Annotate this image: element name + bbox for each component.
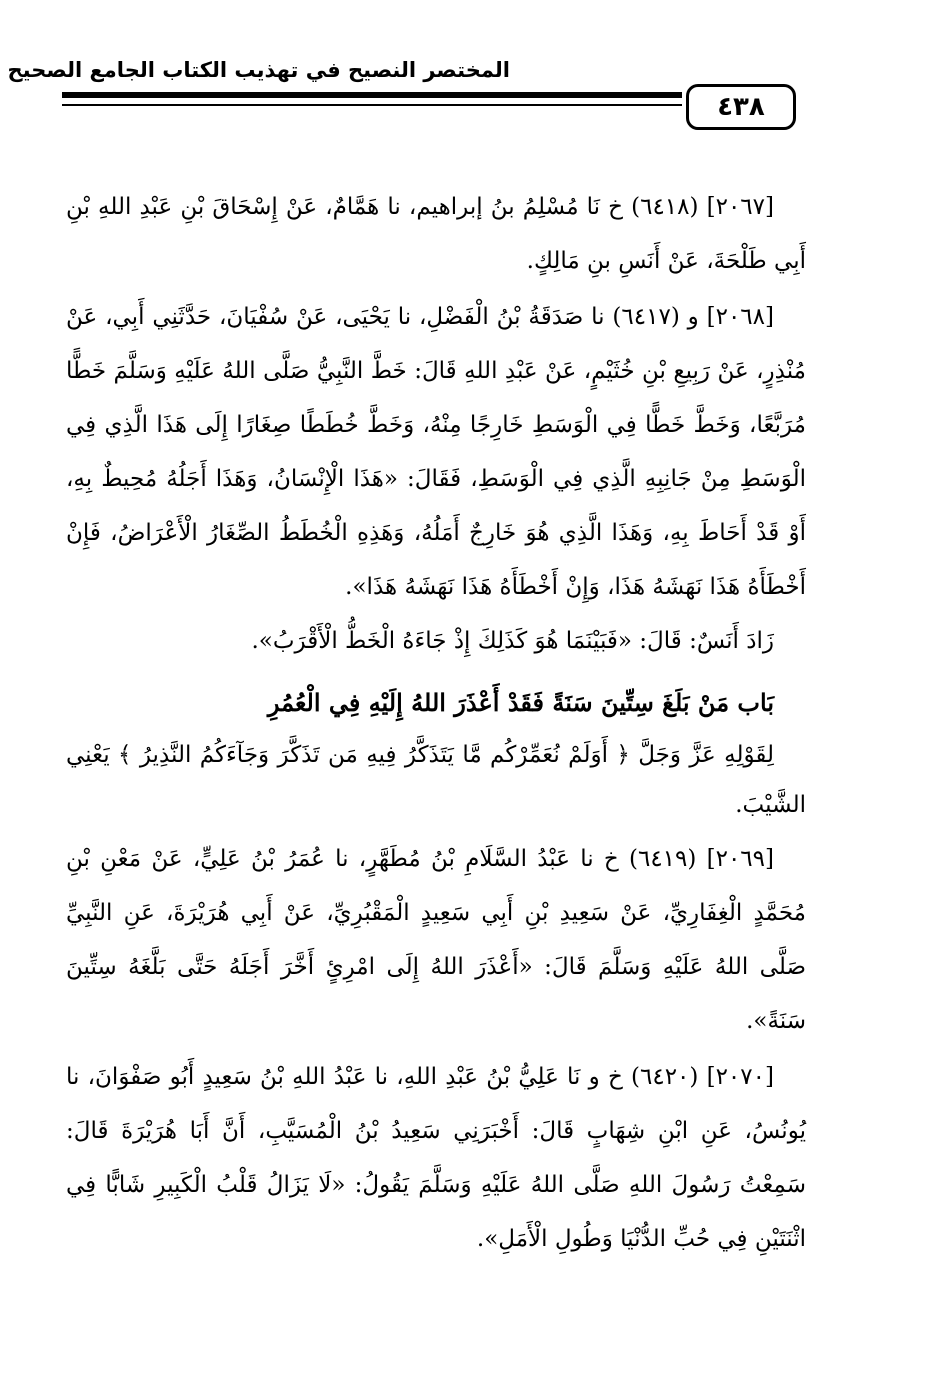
- running-title: المختصر النصيح في تهذيب الكتاب الجامع الصحيح: [7, 58, 510, 82]
- chapter-verse: لِقَوْلِهِ عَزَّ وَجَلَّ ﴿ أَوَلَمْ نُعَمِّرْكُم مَّا يَتَذَكَّرُ فِيهِ مَن تَذَكَّرَ وَجَآءَكُمُ النَّذِيرُ ﴾ يَعْنِي الشَّيْبَ.: [66, 742, 806, 818]
- chapter-heading: بَاب مَنْ بَلَغَ سِتِّينَ سَنَةً فَقَدْ أَعْذَرَ اللهُ إِلَيْهِ فِي الْعُمُرِ: [267, 688, 774, 717]
- header-rule-thick: [62, 92, 682, 98]
- hadith-2069: [٢٠٦٩] (٦٤١٩) خ نا عَبْدُ السَّلَامِ بْنُ مُطَهَّرٍ، نا عُمَرُ بْنُ عَلِيٍّ، عَنْ مَعْنِ بْنِ مُحَمَّدٍ الْغِفَارِيِّ، عَنْ سَعِيدِ بْنِ أَبِي سَعِيدٍ الْمَقْبُرِيِّ، عَنْ أَبِي هُرَيْرَةَ، عَنِ النَّبِيِّ صَلَّى اللهُ عَلَيْهِ وَسَلَّمَ قَالَ: «أَعْذَرَ اللهُ إِلَى امْرِئٍ أَخَّرَ أَجَلَهُ حَتَّى بَلَّغَهُ سِتِّينَ سَنَةً».: [66, 846, 806, 1034]
- hadith-2067: [٢٠٦٧] (٦٤١٨) خ نَا مُسْلِمُ بنُ إبراهيم، نا هَمَّامٌ، عَنْ إِسْحَاقَ بْنِ عَبْدِ اللهِ بْنِ أَبِي طَلْحَةَ، عَنْ أَنَسِ بنِ مَالِكٍ.: [66, 194, 806, 274]
- page-body: [66, 180, 806, 1266]
- hadith-2068-addition: زَادَ أَنَسٌ: قَالَ: «فَبَيْنَمَا هُوَ كَذَلِكَ إِذْ جَاءَهُ الْخَطُّ الْأَقْرَبُ».: [251, 628, 774, 654]
- header-rule-thin: [62, 104, 682, 106]
- page-number: ٤٣٨: [686, 84, 796, 130]
- hadith-2070: [٢٠٧٠] (٦٤٢٠) خ و نَا عَلِيُّ بْنُ عَبْدِ اللهِ، نا عَبْدُ اللهِ بْنُ سَعِيدٍ أَبُو صَفْوَانَ، نا يُونُسُ، عَنِ ابْنِ شِهَابٍ قَالَ: أَخْبَرَنِي سَعِيدُ بْنُ الْمُسَيَّبِ، أَنَّ أَبَا هُرَيْرَةَ قَالَ: سَمِعْتُ رَسُولَ اللهِ صَلَّى اللهُ عَلَيْهِ وَسَلَّمَ يَقُولُ: «لَا يَزَالُ قَلْبُ الْكَبِيرِ شَابًّا فِي اثْنَتَيْنِ فِي حُبِّ الدُّنْيَا وَطُولِ الْأَمَلِ».: [66, 1064, 806, 1252]
- hadith-2068: [٢٠٦٨] و (٦٤١٧) نا صَدَقَةُ بْنُ الْفَضْلِ، نا يَحْيَى، عَنْ سُفْيَانَ، حَدَّثَنِي أَبِي، عَنْ مُنْذِرٍ، عَنْ رَبِيعِ بْنِ خُثَيْمٍ، عَنْ عَبْدِ اللهِ قَالَ: خَطَّ النَّبِيُّ صَلَّى اللهُ عَلَيْهِ وَسَلَّمَ خَطًّا مُرَبَّعًا، وَخَطَّ خَطًّا فِي الْوَسَطِ خَارِجًا مِنْهُ، وَخَطَّ خُطَطًا صِغَارًا إِلَى هَذَا الَّذِي فِي الْوَسَطِ مِنْ جَانِبِهِ الَّذِي فِي الْوَسَطِ، فَقَالَ: «هَذَا الْإِنْسَانُ، وَهَذَا أَجَلُهُ مُحِيطٌ بِهِ، أَوْ قَدْ أَحَاطَ بِهِ، وَهَذَا الَّذِي هُوَ خَارِجٌ أَمَلُهُ، وَهَذِهِ الْخُطَطُ الصِّغَارُ الْأَعْرَاضُ، فَإِنْ أَخْطَأَهُ هَذَا نَهَشَهُ هَذَا، وَإِنْ أَخْطَأَهُ هَذَا نَهَشَهُ هَذَا».: [66, 304, 806, 600]
